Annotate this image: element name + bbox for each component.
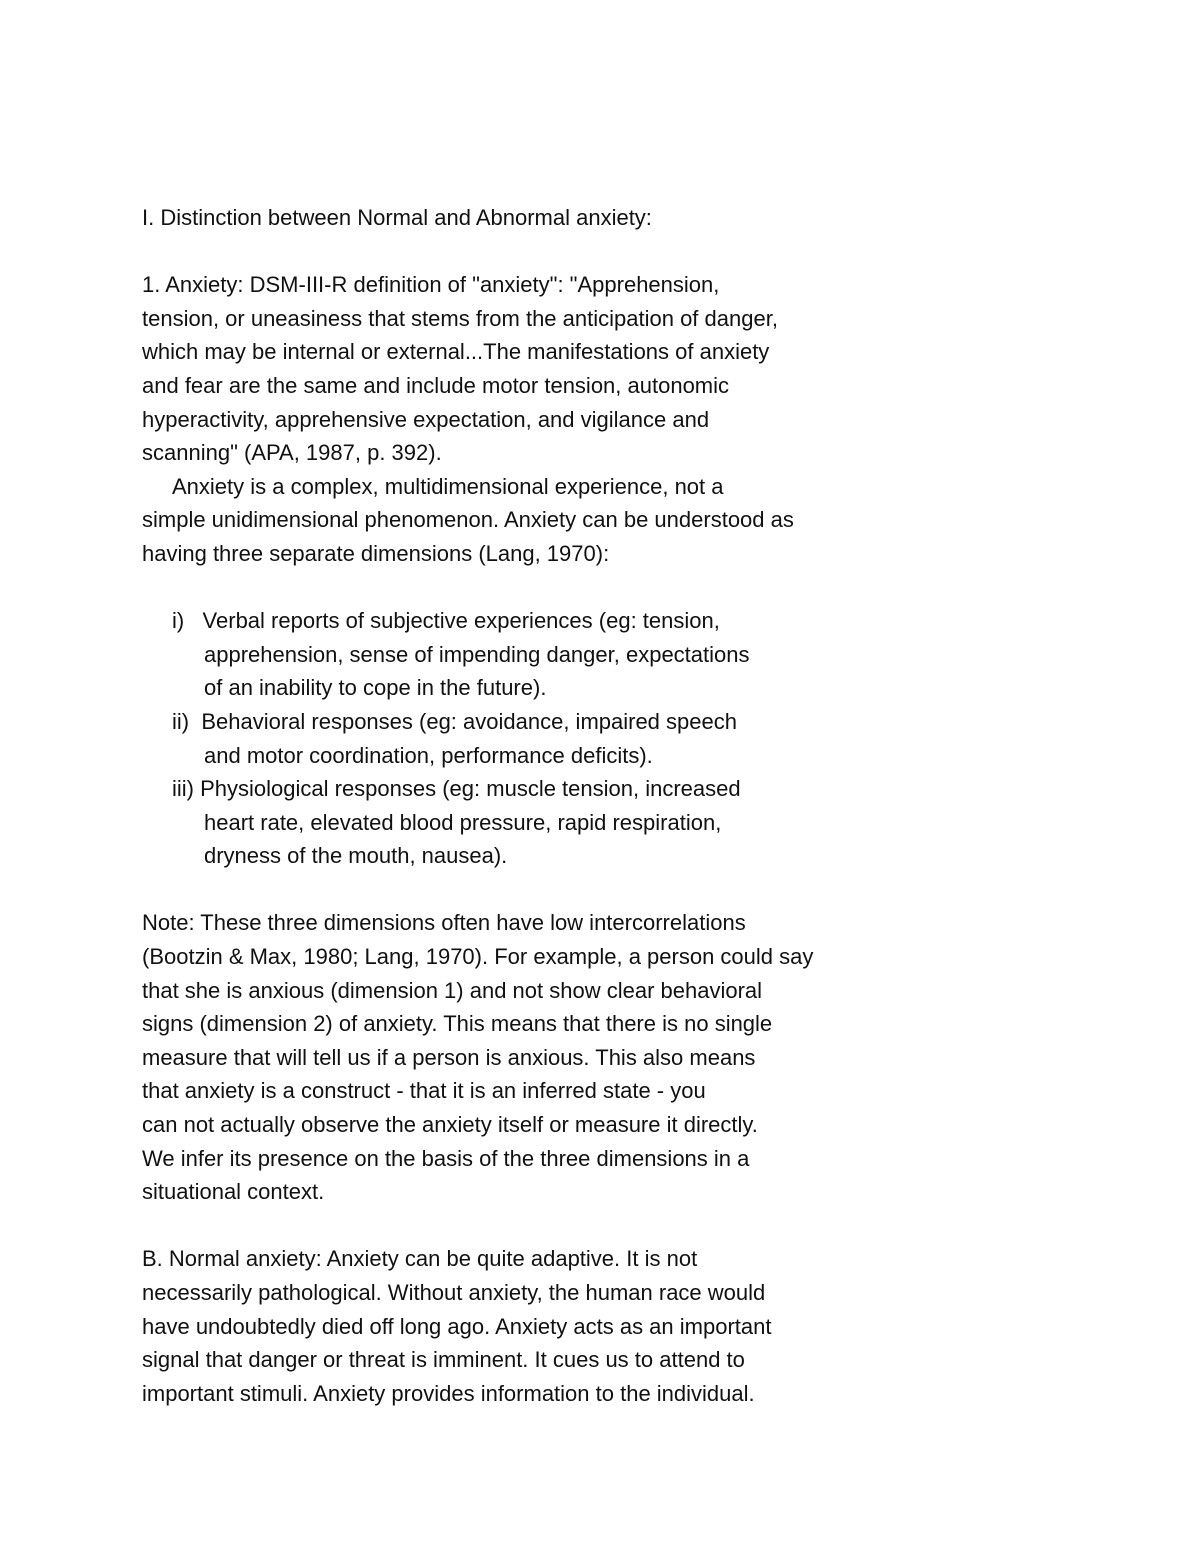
paragraph-line: necessarily pathological. Without anxiety, the human race would bbox=[142, 1280, 766, 1305]
paragraph-line: B. Normal anxiety: Anxiety can be quite adaptive. It is not bbox=[142, 1246, 698, 1272]
paragraph-line: tension, or uneasiness that stems from the anticipation of danger, bbox=[142, 305, 778, 331]
dimension-item-verbal bbox=[142, 604, 942, 705]
list-item-line: dryness of the mouth, nausea). bbox=[204, 843, 508, 869]
list-item-line: apprehension, sense of impending danger, expectations bbox=[204, 641, 750, 667]
paragraph-line: Anxiety is a complex, multidimensional experience, not a bbox=[172, 473, 724, 499]
list-item-line: ii) Behavioral responses (eg: avoidance, impaired speech bbox=[172, 708, 737, 734]
paragraph-line: can not actually observe the anxiety itself or measure it directly. bbox=[142, 1112, 758, 1138]
dimensions-intro-paragraph bbox=[142, 470, 942, 571]
normal-anxiety-paragraph bbox=[142, 1242, 942, 1410]
note-paragraph bbox=[142, 906, 942, 1208]
paragraph-line: signs (dimension 2) of anxiety. This means that there is no single bbox=[142, 1011, 773, 1037]
paragraph-line: simple unidimensional phenomenon. Anxiety can be understood as bbox=[142, 507, 794, 533]
dimension-item-physiological bbox=[142, 772, 942, 873]
dimensions-list bbox=[142, 604, 942, 873]
paragraph-line: scanning" (APA, 1987, p. 392). bbox=[142, 440, 442, 466]
paragraph-line: which may be internal or external...The manifestations of anxiety bbox=[142, 339, 770, 365]
list-item-line: heart rate, elevated blood pressure, rapid respiration, bbox=[204, 809, 722, 835]
paragraph-line: 1. Anxiety: DSM-III-R definition of "anxiety": "Apprehension, bbox=[142, 272, 720, 298]
paragraph-line: that she is anxious (dimension 1) and not show clear behavioral bbox=[142, 977, 763, 1003]
blank-line bbox=[142, 1209, 942, 1243]
paragraph-line: signal that danger or threat is imminent. It cues us to attend to bbox=[142, 1347, 745, 1373]
dimension-item-behavioral bbox=[142, 705, 942, 772]
paragraph-line: and fear are the same and include motor tension, autonomic bbox=[142, 372, 730, 398]
paragraph-line: hyperactivity, apprehensive expectation, and vigilance and bbox=[142, 406, 710, 432]
list-item-line: and motor coordination, performance deficits). bbox=[204, 742, 653, 768]
paragraph-line: important stimuli. Anxiety provides information to the individual. bbox=[142, 1380, 755, 1406]
list-item-line: iii) Physiological responses (eg: muscle tension, increased bbox=[172, 776, 741, 802]
paragraph-line: situational context. bbox=[142, 1179, 325, 1205]
paragraph-line: that anxiety is a construct - that it is an inferred state - you bbox=[142, 1078, 706, 1104]
paragraph-line: measure that will tell us if a person is anxious. This also means bbox=[142, 1044, 756, 1070]
paragraph-line: Note: These three dimensions often have low intercorrelations bbox=[142, 910, 746, 936]
paragraph-line: (Bootzin & Max, 1980; Lang, 1970). For example, a person could say bbox=[142, 944, 814, 970]
list-item-line: i) Verbal reports of subjective experiences (eg: tension, bbox=[172, 608, 720, 634]
document-body bbox=[142, 201, 942, 1410]
paragraph-line: have undoubtedly died off long ago. Anxiety acts as an important bbox=[142, 1313, 772, 1339]
section-heading: I. Distinction between Normal and Abnormal anxiety: bbox=[142, 205, 652, 230]
blank-line bbox=[142, 235, 942, 269]
paragraph-line: We infer its presence on the basis of the three dimensions in a bbox=[142, 1145, 750, 1171]
anxiety-definition-paragraph bbox=[142, 268, 942, 470]
blank-line bbox=[142, 571, 942, 605]
list-item-line: of an inability to cope in the future). bbox=[204, 675, 547, 701]
blank-line bbox=[142, 873, 942, 907]
paragraph-line: having three separate dimensions (Lang, 1970): bbox=[142, 540, 610, 566]
